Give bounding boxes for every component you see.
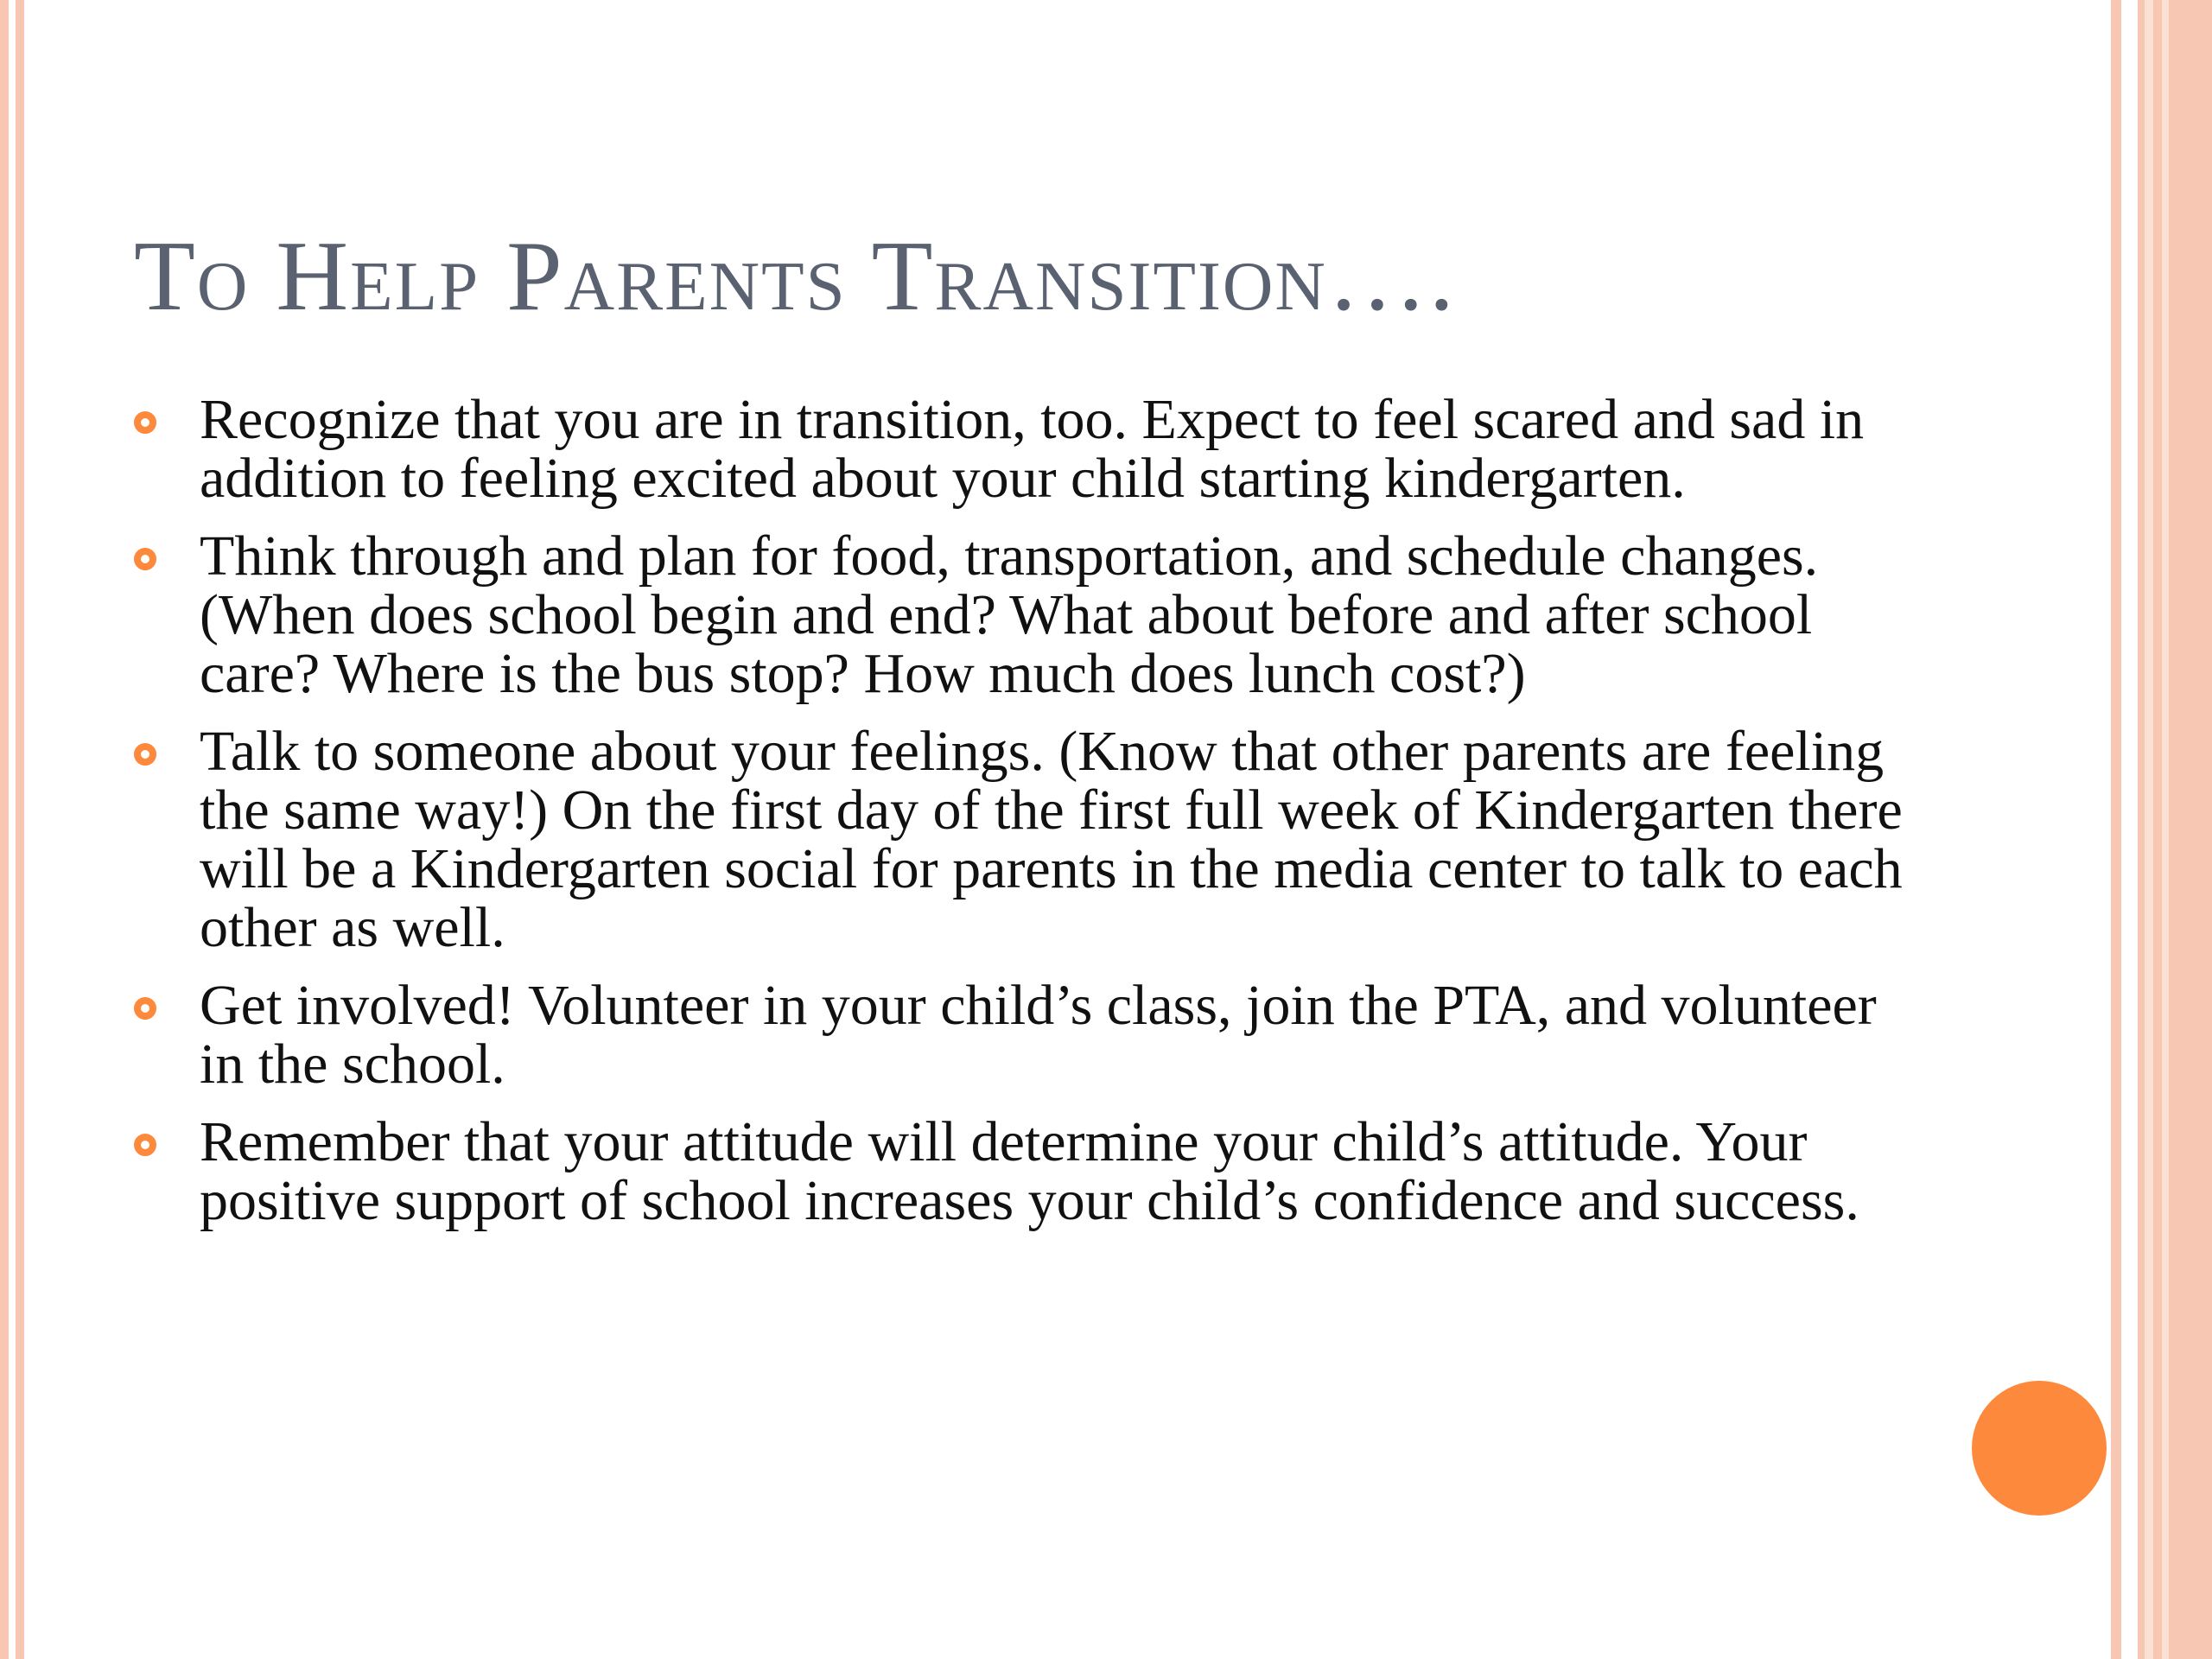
decorative-orange-circle [1972, 1381, 2107, 1516]
slide-title: To Help Parents Transition…. [134, 221, 1456, 332]
bullet-list [134, 388, 1931, 1249]
bullet-text: Talk to someone about your feelings. (Know that other parents are feeling the same way!) On the first day of the first full week of Kindergarten there will be a Kindergarten social for parents in the media center to talk to each other as well. [200, 720, 1903, 959]
right-border-stripe [2162, 0, 2169, 1659]
bullet-text: Recognize that you are in transition, too. Expect to feel scared and sad in addition to feeling excited about your child starting kindergarten. [200, 388, 1865, 510]
bullet-item [134, 976, 1931, 1094]
circle-bullet-icon [134, 743, 156, 766]
circle-bullet-icon [134, 548, 156, 570]
circle-bullet-icon [134, 997, 156, 1020]
bullet-text: Remember that your attitude will determine your child’s attitude. Your positive support of school increases your child’s confidence and success. [200, 1110, 1859, 1232]
right-border-stripe [2145, 0, 2153, 1659]
bullet-item [134, 524, 1931, 705]
circle-bullet-icon [134, 1134, 156, 1156]
left-border-stripe [16, 0, 24, 1659]
right-border-stripe [2111, 0, 2121, 1659]
bullet-text: Think through and plan for food, transportation, and schedule changes. (When does school begin and end? What about before and after school care? Where is the bus stop? How much does lunch cost?) [200, 524, 1819, 705]
bullet-item [134, 722, 1931, 957]
bullet-text: Get involved! Volunteer in your child’s class, join the PTA, and volunteer in the school. [200, 974, 1877, 1096]
bullet-item [134, 1110, 1931, 1232]
circle-bullet-icon [134, 411, 156, 434]
bullet-item [134, 388, 1931, 510]
left-border-stripe [0, 0, 9, 1659]
